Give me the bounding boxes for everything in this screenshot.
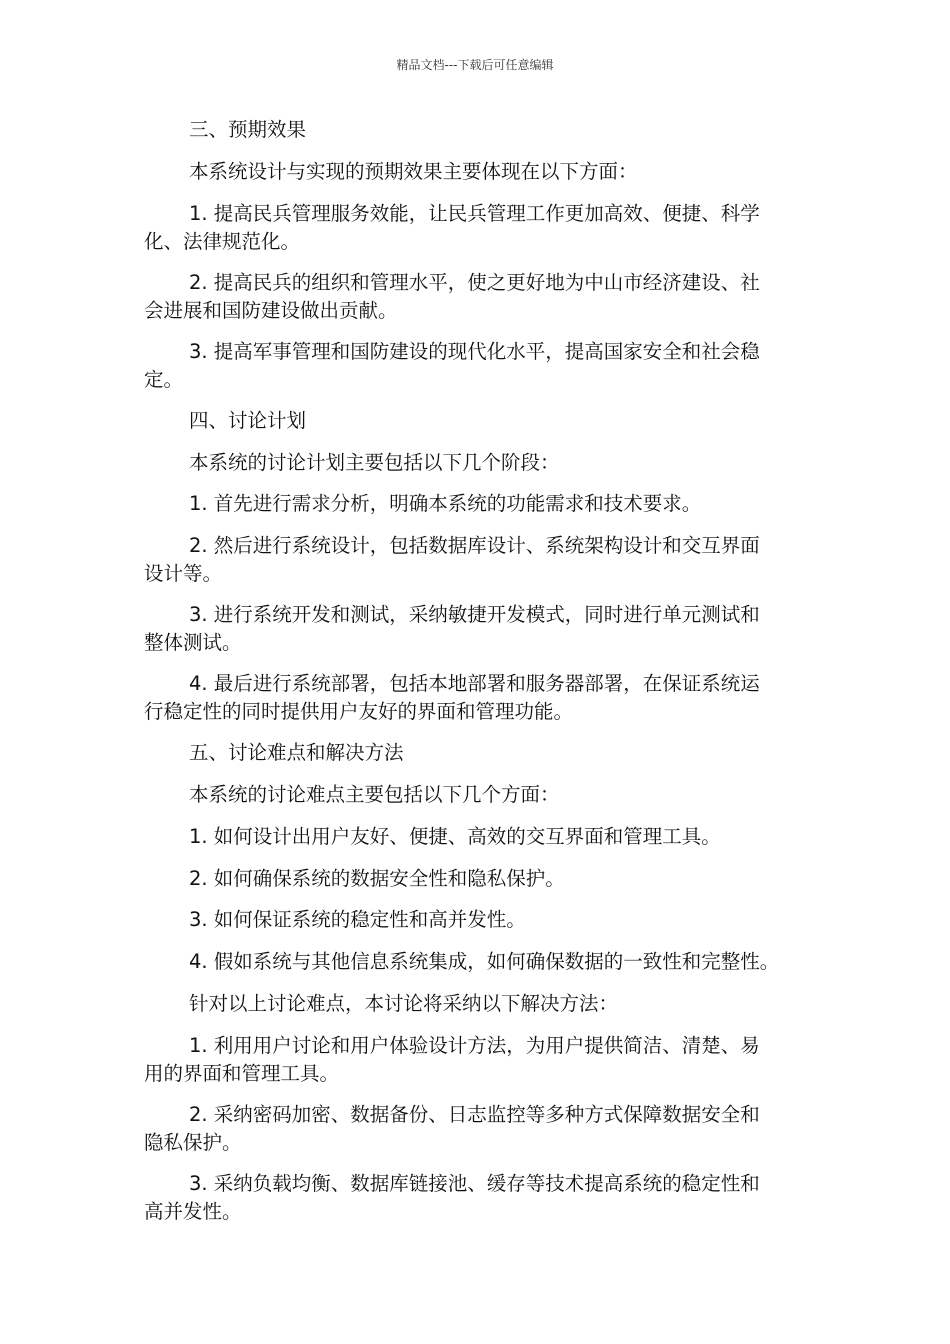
list-item <box>144 670 808 726</box>
list-item <box>144 490 808 518</box>
list-item <box>144 948 808 976</box>
paragraph-line: 3. 进行系统开发和测试，采纳敏捷开发模式，同时进行单元测试和 <box>189 603 760 626</box>
list-item <box>144 865 808 893</box>
paragraph-line: 整体测试。 <box>144 631 242 654</box>
list-item <box>144 338 808 394</box>
paragraph-line: 四、讨论计划 <box>189 409 307 432</box>
paragraph-line: 1. 首先进行需求分析，明确本系统的功能需求和技术要求。 <box>189 492 702 515</box>
paragraph-line: 化、法律规范化。 <box>144 230 301 253</box>
list-item <box>144 532 808 588</box>
paragraph-line: 本系统的讨论计划主要包括以下几个阶段： <box>189 451 560 474</box>
paragraph-line: 1. 利用用户讨论和用户体验设计方法，为用户提供简洁、清楚、易 <box>189 1034 760 1057</box>
list-item <box>144 601 808 657</box>
paragraph-line: 4. 假如系统与其他信息系统集成，如何确保数据的一致性和完整性。 <box>189 950 780 973</box>
paragraph-line: 本系统设计与实现的预期效果主要体现在以下方面： <box>189 160 638 183</box>
paragraph-line: 针对以上讨论难点，本讨论将采纳以下解决方法： <box>189 992 619 1015</box>
section-heading-expected-effects <box>144 116 808 144</box>
paragraph <box>144 158 808 186</box>
paragraph-line: 1. 提高民兵管理服务效能，让民兵管理工作更加高效、便捷、科学 <box>189 202 760 225</box>
paragraph-line: 3. 如何保证系统的稳定性和高并发性。 <box>189 908 526 931</box>
paragraph-line: 2. 采纳密码加密、数据备份、日志监控等多种方式保障数据安全和 <box>189 1103 760 1126</box>
list-item <box>144 1101 808 1157</box>
paragraph-line: 本系统的讨论难点主要包括以下几个方面： <box>189 783 560 806</box>
list-item <box>144 823 808 851</box>
section-heading-difficulties <box>144 739 808 767</box>
paragraph <box>144 449 808 477</box>
list-item <box>144 1170 808 1226</box>
paragraph-line: 2. 如何确保系统的数据安全性和隐私保护。 <box>189 867 565 890</box>
paragraph-line: 2. 提高民兵的组织和管理水平，使之更好地为中山市经济建设、社 <box>189 271 760 294</box>
paragraph-line: 3. 采纳负载均衡、数据库链接池、缓存等技术提高系统的稳定性和 <box>189 1172 760 1195</box>
paragraph-line: 高并发性。 <box>144 1200 242 1223</box>
paragraph-line: 三、预期效果 <box>189 118 307 141</box>
paragraph-line: 2. 然后进行系统设计，包括数据库设计、系统架构设计和交互界面 <box>189 534 760 557</box>
paragraph-line: 五、讨论难点和解决方法 <box>189 741 404 764</box>
list-item <box>144 269 808 325</box>
section-heading-discussion-plan <box>144 407 808 435</box>
paragraph-line: 会进展和国防建设做出贡献。 <box>144 299 398 322</box>
list-item <box>144 1032 808 1088</box>
paragraph-line: 行稳定性的同时提供用户友好的界面和管理功能。 <box>144 700 574 723</box>
page-header: 精品文档---下载后可任意编辑 <box>396 58 554 72</box>
paragraph-line: 设计等。 <box>144 562 223 585</box>
paragraph-line: 用的界面和管理工具。 <box>144 1062 340 1085</box>
paragraph-line: 3. 提高军事管理和国防建设的现代化水平，提高国家安全和社会稳 <box>189 340 760 363</box>
list-item <box>144 906 808 934</box>
paragraph-line: 定。 <box>144 368 184 391</box>
paragraph-line: 4. 最后进行系统部署，包括本地部署和服务器部署，在保证系统运 <box>189 672 760 695</box>
paragraph-line: 1. 如何设计出用户友好、便捷、高效的交互界面和管理工具。 <box>189 825 721 848</box>
paragraph <box>144 990 808 1018</box>
paragraph-line: 隐私保护。 <box>144 1131 242 1154</box>
paragraph <box>144 781 808 809</box>
list-item <box>144 200 808 256</box>
